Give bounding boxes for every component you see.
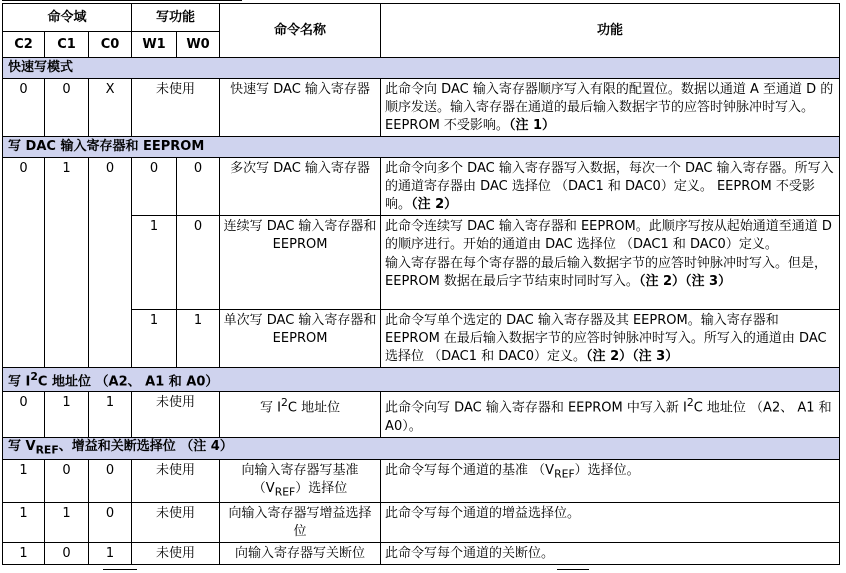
section-title-text: 、增益和关断选择位 （注 4）	[58, 438, 233, 454]
name-text: ）选择位	[295, 481, 348, 497]
c0-cell: 0	[89, 460, 132, 503]
function-cell	[381, 216, 840, 310]
function-cell	[381, 79, 840, 137]
subscript: REF	[35, 443, 59, 457]
footnote-rule-right	[557, 569, 589, 570]
superscript: 2	[686, 396, 694, 410]
command-table	[2, 3, 840, 565]
w0-header: W0	[177, 32, 220, 58]
c2-cell: 0	[3, 79, 45, 137]
note-ref: （注 2）（注 3）	[638, 274, 732, 289]
function-text: 输入寄存器在每个寄存器的最后输入数据字节的应答时钟脉冲时写入。但是， EEPROM 数据在最后字节结束时同时写入。	[385, 256, 828, 289]
c2-cell: 0	[3, 158, 45, 368]
c2-cell: 1	[3, 460, 45, 503]
section-dac-eeprom	[3, 137, 840, 158]
w1-cell: 1	[132, 310, 177, 368]
function-text: 此命令写单个选定的 DAC 输入寄存器及其 EEPROM。输入寄存器和 EEPROM 在最后输入数据字节的应答时钟脉冲时写入。所写入的通道由 DAC 选择位 （DAC1 和 DAC0）定义。	[385, 313, 827, 364]
superscript: 2	[30, 370, 38, 383]
c2-cell: 1	[3, 502, 45, 542]
command-name-cell: 多次写 DAC 输入寄存器	[220, 158, 381, 216]
c2-cell: 1	[3, 542, 45, 564]
section-title	[3, 368, 840, 392]
c1-cell: 1	[45, 502, 89, 542]
name-text: （V	[252, 481, 275, 497]
table-row-i2c-write	[3, 392, 840, 437]
header-row-1	[3, 4, 840, 32]
w1-header: W1	[132, 32, 177, 58]
name-text: 向输入寄存器写基准	[241, 463, 359, 479]
function-cell: 此命令写每个通道的关断位。	[381, 542, 840, 564]
section-title-text: 写 V	[8, 438, 36, 454]
c2-header: C2	[3, 32, 45, 58]
name-text: C 地址位	[287, 400, 341, 416]
c0-header: C0	[89, 32, 132, 58]
write-function-cell: 未使用	[132, 79, 220, 137]
function-cell	[381, 392, 840, 437]
section-fast-write	[3, 58, 840, 79]
write-function-header: 写功能	[132, 4, 220, 32]
w0-cell: 0	[177, 158, 220, 216]
c0-cell: 1	[89, 392, 132, 437]
command-name-cell: 连续写 DAC 输入寄存器和 EEPROM	[220, 216, 381, 310]
function-cell	[381, 310, 840, 368]
section-title-text: 写 I	[8, 374, 31, 390]
section-title	[3, 437, 840, 460]
c0-cell: X	[89, 79, 132, 137]
write-function-cell: 未使用	[132, 542, 220, 564]
table-row-vref-write	[3, 460, 840, 503]
table-row-fast-write	[3, 79, 840, 137]
command-name-cell	[220, 460, 381, 503]
section-i2c-address	[3, 368, 840, 392]
subscript: REF	[274, 485, 296, 499]
function-cell: 此命令写每个通道的增益选择位。	[381, 502, 840, 542]
subscript: REF	[554, 467, 575, 481]
function-text: 此命令写每个通道的基准 （V	[385, 463, 555, 479]
note-ref: （注 2）（注 3）	[586, 349, 679, 364]
c1-cell: 0	[45, 79, 89, 137]
c2-cell: 0	[3, 392, 45, 437]
write-function-cell: 未使用	[132, 460, 220, 503]
function-text: 此命令向多个 DAC 输入寄存器写入数据，每次一个 DAC 输入寄存器。所写入的通道寄存器由 DAC 选择位 （DAC1 和 DAC0）定义。 EEPROM 不受影响。	[385, 161, 834, 212]
superscript: 2	[280, 396, 288, 410]
section-title: 写 DAC 输入寄存器和 EEPROM	[3, 137, 840, 158]
function-text: 此命令向 DAC 输入寄存器顺序写入有限的配置位。数据以通道 A 至通道 D 的顺序发送。输入寄存器在通道的最后输入数据字节的应答时钟脉冲时写入。 EEPROM 不受影响。	[385, 82, 834, 133]
c0-cell: 0	[89, 502, 132, 542]
c0-cell: 1	[89, 542, 132, 564]
c1-cell: 1	[45, 392, 89, 437]
function-text: C 地址位 （A2、 A1 和 A0）。	[385, 400, 832, 434]
table-row-powerdown-write	[3, 542, 840, 564]
function-header: 功能	[381, 4, 840, 58]
command-name-cell: 向输入寄存器写增益选择位	[220, 502, 381, 542]
c0-cell: 0	[89, 158, 132, 368]
c1-header: C1	[45, 32, 89, 58]
section-title-text: C 地址位 （A2、 A1 和 A0）	[37, 374, 219, 390]
w0-cell: 1	[177, 310, 220, 368]
w1-cell: 0	[132, 158, 177, 216]
w1-cell: 1	[132, 216, 177, 310]
note-ref: （注 1）	[508, 118, 556, 133]
command-name-cell	[220, 392, 381, 437]
c1-cell: 0	[45, 460, 89, 503]
cmd-field-header: 命令域	[3, 4, 132, 32]
w0-cell: 0	[177, 216, 220, 310]
function-text: ）选择位。	[574, 463, 640, 479]
note-ref: （注 2）	[411, 197, 458, 212]
command-name-cell: 快速写 DAC 输入寄存器	[220, 79, 381, 137]
command-name-cell: 单次写 DAC 输入寄存器和 EEPROM	[220, 310, 381, 368]
c1-cell: 1	[45, 158, 89, 368]
function-text: 此命令向写 DAC 输入寄存器和 EEPROM 中写入新 I	[385, 400, 687, 416]
table-row-multi-write	[3, 158, 840, 216]
function-cell	[381, 460, 840, 503]
footnote-rule-left	[103, 569, 137, 570]
write-function-cell: 未使用	[132, 502, 220, 542]
write-function-cell: 未使用	[132, 392, 220, 437]
function-cell	[381, 158, 840, 216]
command-name-header: 命令名称	[220, 4, 381, 58]
function-paragraph-2	[385, 255, 835, 291]
section-title: 快速写模式	[3, 58, 840, 79]
command-name-cell: 向输入寄存器写关断位	[220, 542, 381, 564]
table-row-gain-write	[3, 502, 840, 542]
function-paragraph-1: 此命令连续写 DAC 输入寄存器和 EEPROM。此顺序写按从起始通道至通道 D 的顺序进行。开始的通道由 DAC 选择位 （DAC1 和 DAC0）定义。	[385, 219, 832, 252]
name-text: 写 I	[260, 400, 281, 416]
section-vref-gain-powerdown	[3, 437, 840, 460]
c1-cell: 0	[45, 542, 89, 564]
